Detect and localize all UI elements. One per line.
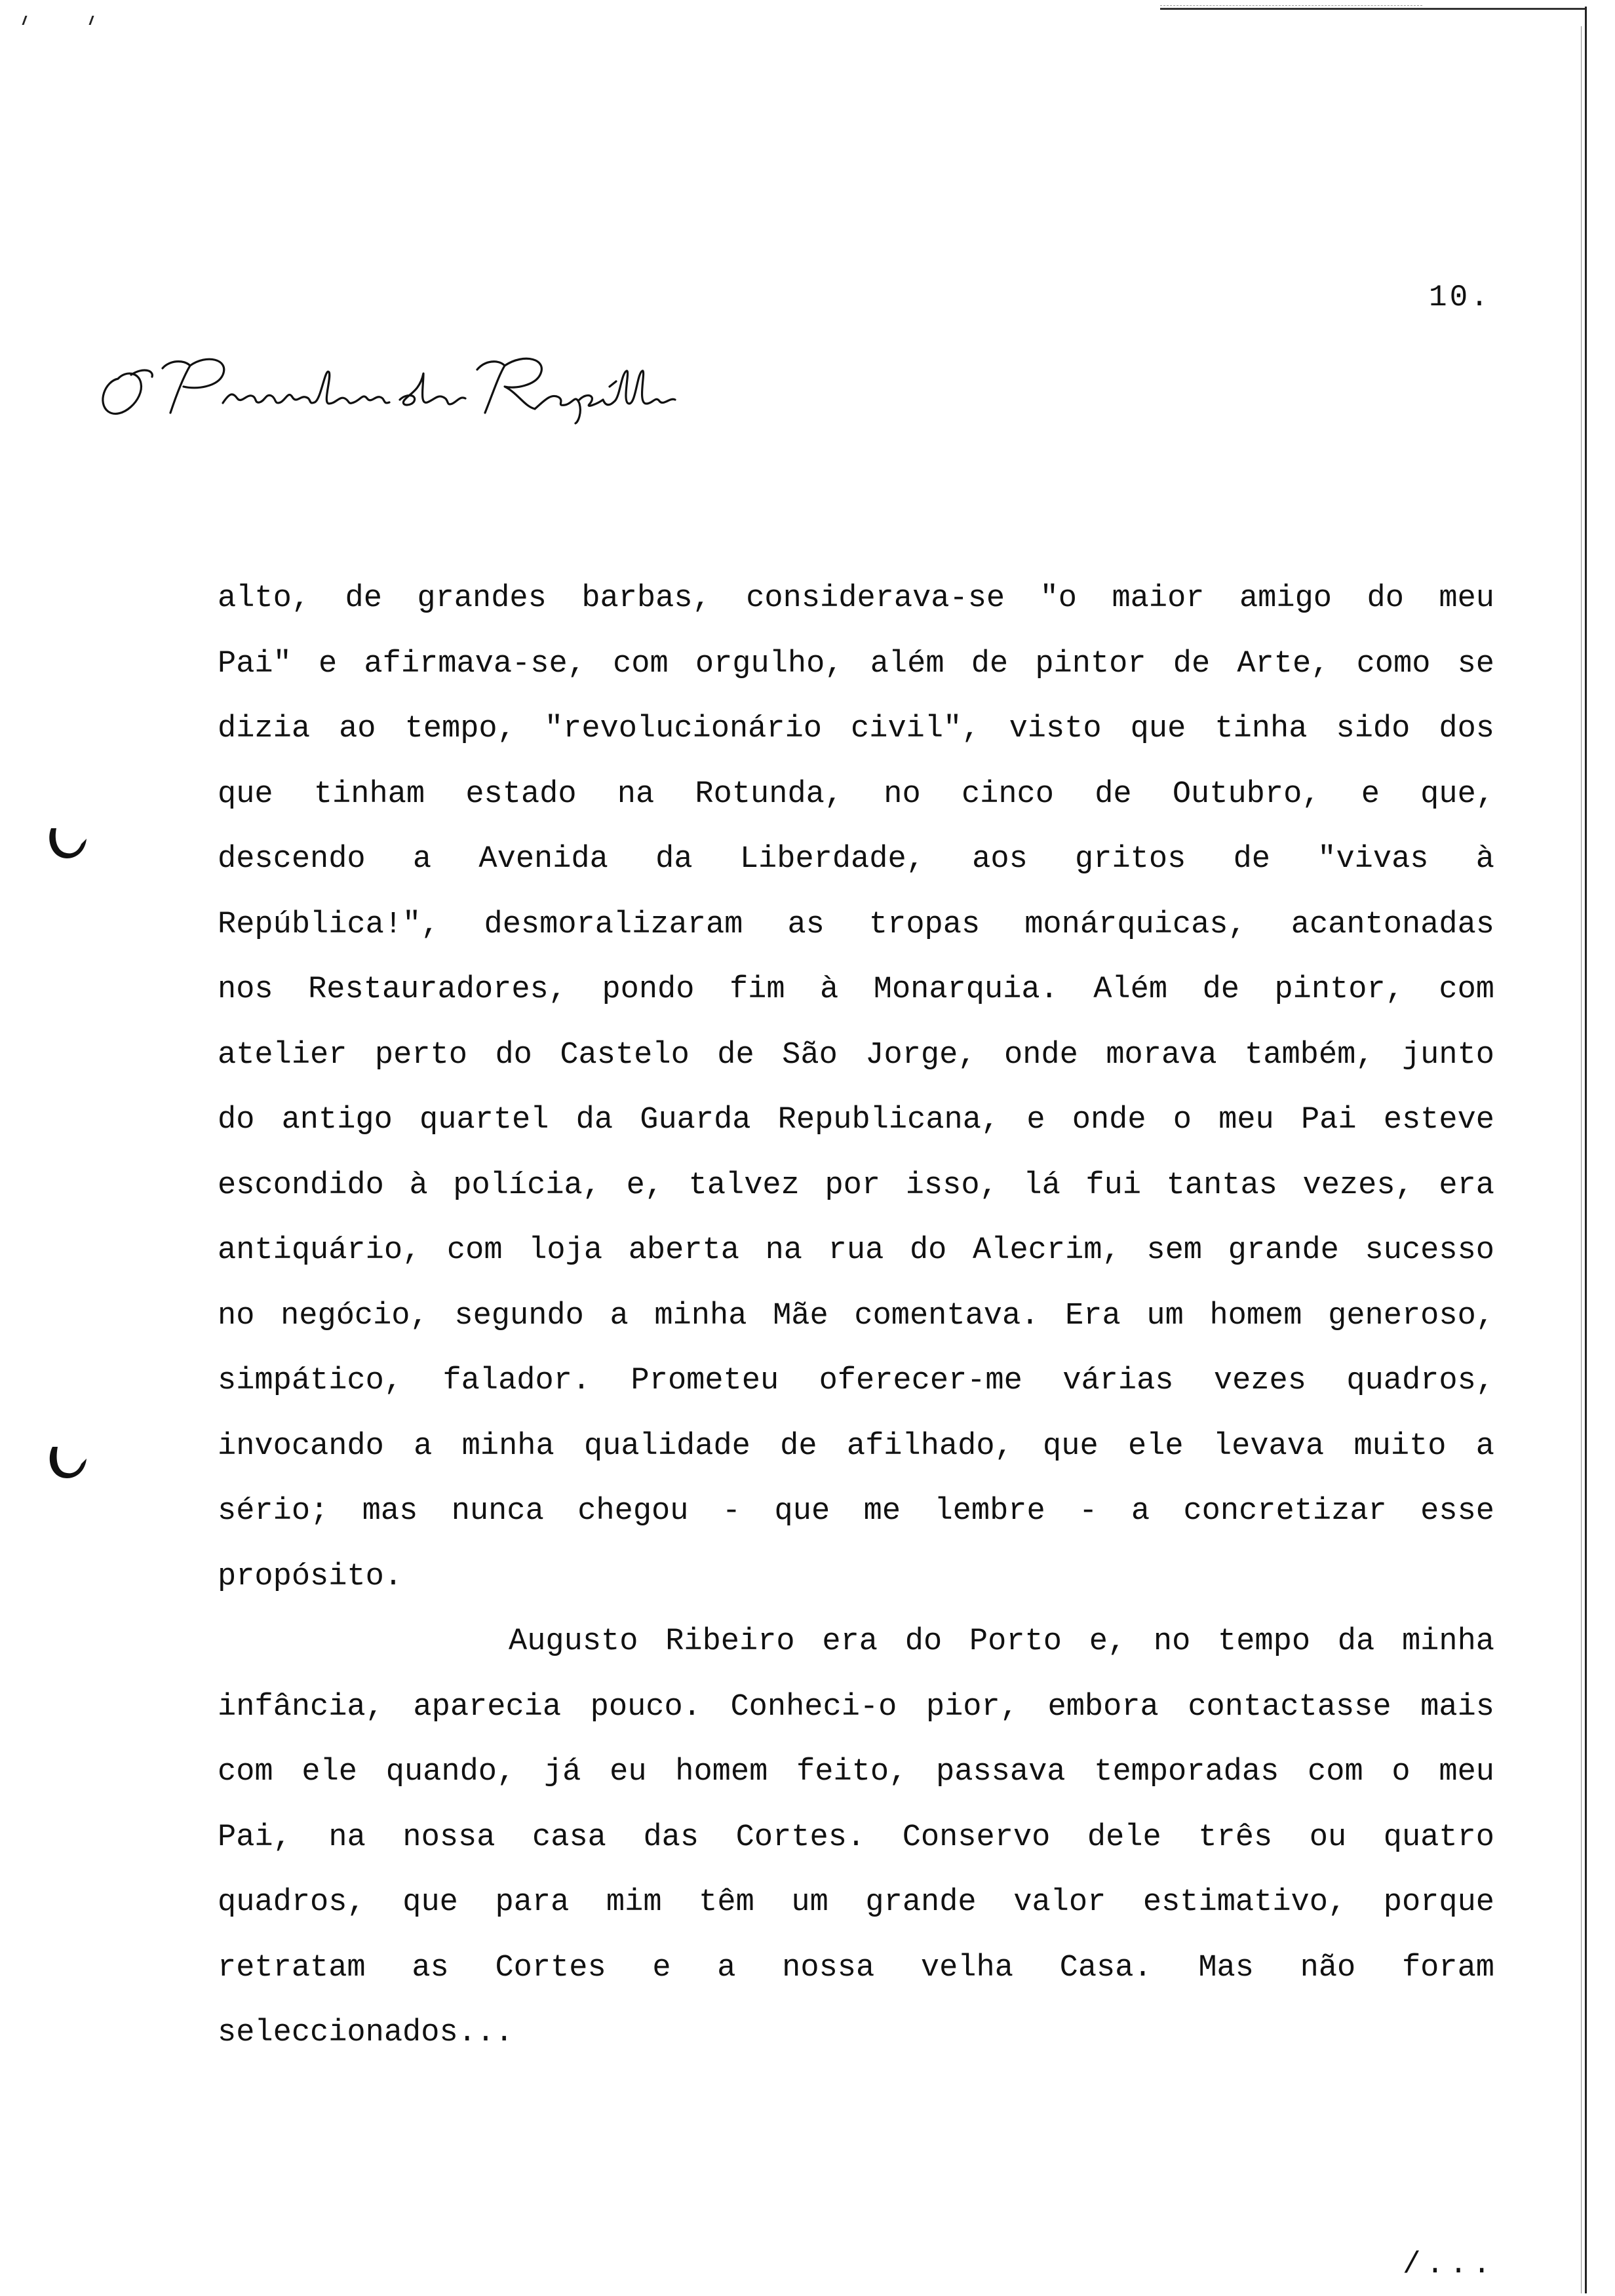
text-line: propósito. (218, 1559, 403, 1594)
text-line: nos Restauradores, pondo fim à Monarquia. Além de pintor, com (218, 972, 1494, 1007)
text-line: escondido à polícia, e, talvez por isso, lá fui tantas vezes, era (218, 1168, 1494, 1203)
scan-edge-top (1160, 8, 1586, 10)
page-number: 10. (1429, 280, 1491, 315)
text-line: simpático, falador. Prometeu oferecer-me várias vezes quadros, (218, 1364, 1494, 1398)
scan-tick-mark (22, 16, 27, 25)
text-line: alto, de grandes barbas, considerava-se "o maior amigo do meu (218, 581, 1494, 616)
scan-edge-right-inner (1581, 26, 1582, 2293)
text-line: seleccionados... (218, 2016, 514, 2050)
text-line: no negócio, segundo a minha Mãe comentava. Era um homem generoso, (218, 1298, 1494, 1333)
text-line: República!", desmoralizaram as tropas monárquicas, acantonadas (218, 907, 1494, 942)
text-line: invocando a minha qualidade de afilhado, que ele levava muito a (218, 1428, 1494, 1464)
text-line: dizia ao tempo, "revolucionário civil", visto que tinha sido dos (218, 712, 1494, 746)
text-line: Augusto Ribeiro era do Porto e, no tempo da minha (509, 1624, 1494, 1659)
text-line: quadros, que para mim têm um grande valor estimativo, porque (218, 1885, 1494, 1920)
letter-body (218, 566, 1494, 2066)
text-line: sério; mas nunca chegou - que me lembre - a concretizar esse (218, 1494, 1494, 1529)
letterhead-script-logo (92, 341, 682, 426)
text-line: atelier perto do Castelo de São Jorge, onde morava também, junto (218, 1037, 1494, 1073)
continuation-mark: /... (1403, 2248, 1496, 2282)
scan-edge-right (1585, 7, 1587, 2293)
text-line: que tinham estado na Rotunda, no cinco de Outubro, e que, (218, 776, 1494, 812)
text-line: com ele quando, já eu homem feito, passava temporadas com o meu (218, 1755, 1494, 1789)
text-line: Pai, na nossa casa das Cortes. Conservo dele três ou quatro (218, 1820, 1494, 1855)
text-line: retratam as Cortes e a nossa velha Casa. Mas não foram (218, 1950, 1494, 1985)
punch-hole-mark (43, 1439, 90, 1486)
punch-hole-mark (43, 819, 90, 866)
scan-edge-dash (1160, 5, 1422, 6)
scan-tick-mark (88, 16, 94, 25)
text-line: descendo a Avenida da Liberdade, aos gritos de "vivas à (218, 842, 1494, 877)
text-line: Pai" e afirmava-se, com orgulho, além de pintor de Arte, como se (218, 646, 1494, 681)
text-line: do antigo quartel da Guarda Republicana, e onde o meu Pai esteve (218, 1103, 1494, 1138)
text-line: antiquário, com loja aberta na rua do Alecrim, sem grande sucesso (218, 1233, 1494, 1268)
text-line: infância, aparecia pouco. Conheci-o pior, embora contactasse mais (218, 1689, 1494, 1725)
